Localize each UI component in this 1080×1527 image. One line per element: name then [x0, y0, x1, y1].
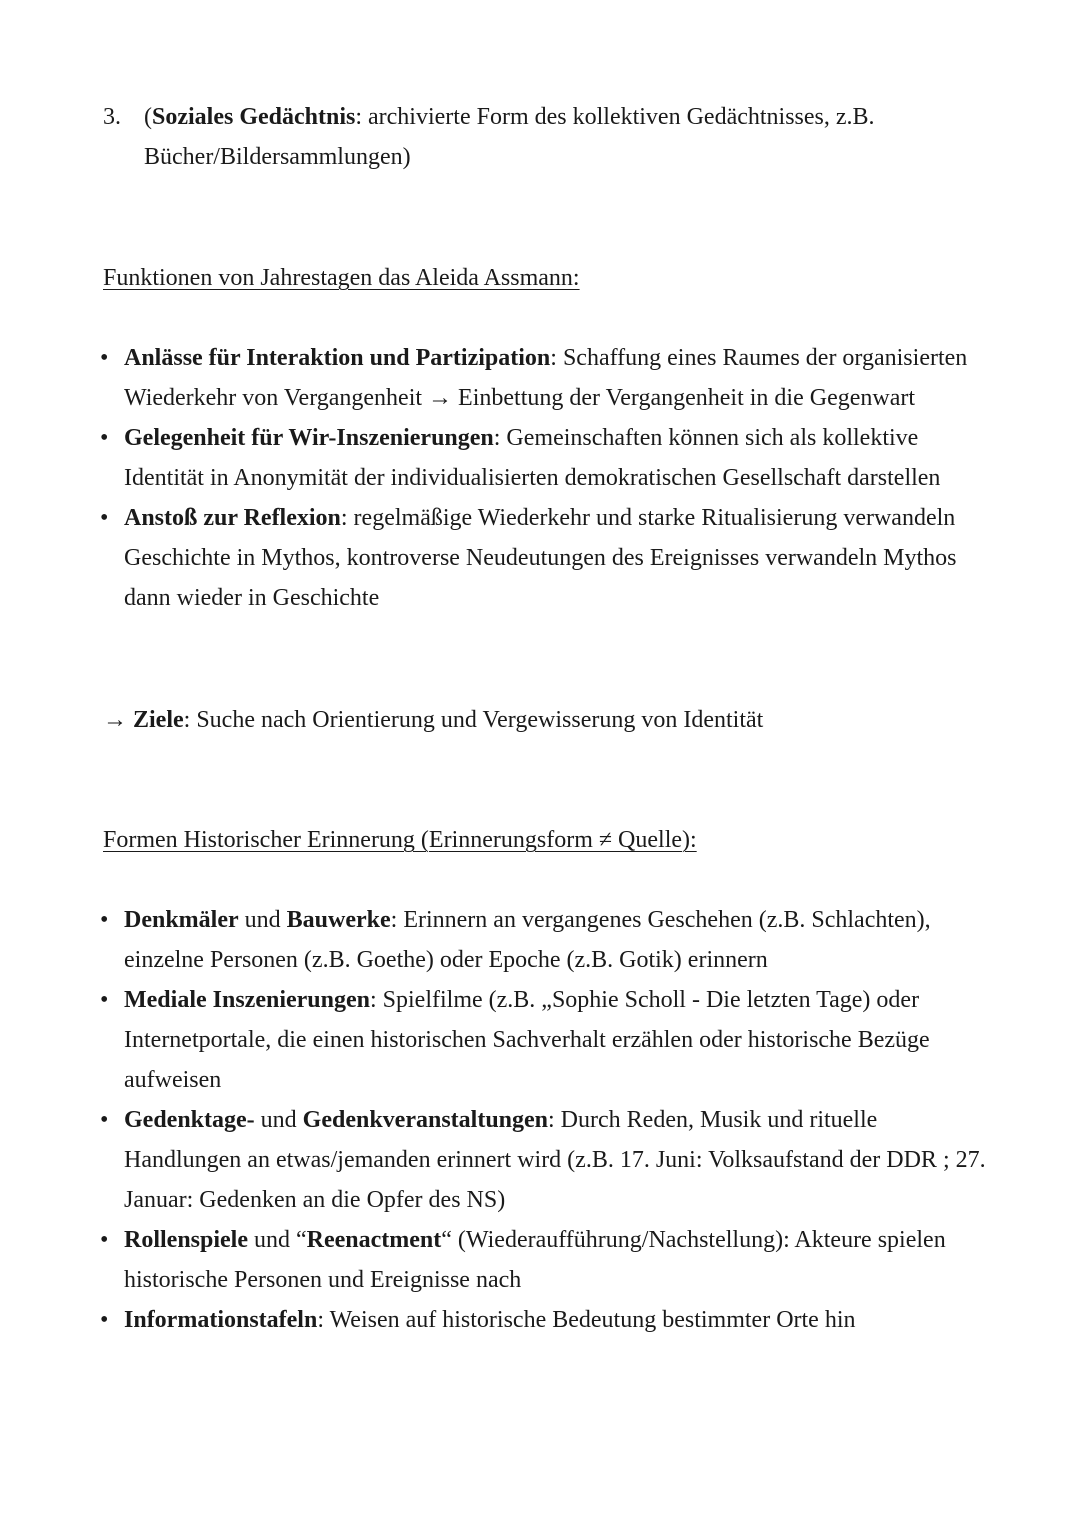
bold-term: Gedenktage- [124, 1107, 255, 1133]
bullet-icon: • [100, 505, 109, 531]
list-item [100, 1100, 1000, 1220]
list-item [100, 1300, 1000, 1340]
text-part: : Durch Reden, Musik und rituelle Handlungen an etwas/jemanden erinnert wird (z.B. 17. Juni: Volksaufstand der DDR ; 27. Januar: Gedenken an die Opfer des NS) [124, 1107, 986, 1213]
text-part: : archivierte Form des kollektiven Gedächtnisses, z.B. Bücher/Bildersammlungen) [144, 104, 875, 170]
bold-term: Rollenspiele [124, 1227, 248, 1253]
bullet-icon: • [100, 1307, 109, 1333]
list-item [100, 418, 1000, 498]
bold-term: Anstoß zur Reflexion [124, 505, 341, 531]
text-part: und [254, 1107, 303, 1133]
bullet-list-forms [100, 900, 1000, 1340]
text-part: “ (Wiederaufführung/Nachstellung): Akteure spielen historische Personen und Ereignisse nach [124, 1227, 946, 1293]
bold-term: Denkmäler [124, 907, 239, 933]
text-part: und [238, 907, 287, 933]
bullet-icon: • [100, 987, 109, 1013]
section-heading-jahrestage: Funktionen von Jahrestagen das Aleida Assmann: [103, 265, 580, 291]
list-item [100, 498, 1000, 618]
list-item [100, 980, 1000, 1100]
bold-term: Informationstafeln [124, 1307, 318, 1333]
text-part: und “ [248, 1227, 307, 1253]
text-part: : Schaffung eines Raumes der organisierten Wiederkehr von Vergangenheit → Einbettung der Vergangenheit in die Gegenwart [124, 345, 968, 411]
section-heading-erinnerung: Formen Historischer Erinnerung (Erinnerungsform ≠ Quelle): [103, 827, 697, 853]
bold-term: Gedenkveranstaltungen [302, 1107, 549, 1133]
text-part: : Gemeinschaften können sich als kollektive Identität in Anonymität der individualisierten demokratischen Gesellschaft darstellen [124, 425, 941, 491]
bullet-icon: • [100, 345, 109, 371]
numbered-item-3 [103, 97, 983, 177]
conclusion-line [103, 700, 763, 740]
text-part: : Erinnern an vergangenes Geschehen (z.B. Schlachten), einzelne Personen (z.B. Goethe) oder Epoche (z.B. Gotik) erinnern [124, 907, 931, 973]
item-number: 3. [103, 104, 121, 130]
bullet-icon: • [100, 1227, 109, 1253]
bullet-icon: • [100, 907, 109, 933]
bullet-icon: • [100, 1107, 109, 1133]
text-part: : Spielfilme (z.B. „Sophie Scholl - Die letzten Tage) oder Internetportale, die einen historischen Sachverhalt erzählen oder historische Bezüge aufweisen [124, 987, 930, 1093]
bold-term: Bauwerke [286, 907, 391, 933]
bold-term: Reenactment [306, 1227, 442, 1253]
list-item [100, 1220, 1000, 1300]
text-part: : Weisen auf historische Bedeutung bestimmter Orte hin [317, 1307, 856, 1333]
bullet-list-functions [100, 338, 1000, 618]
text-part: ( [144, 104, 152, 130]
text-part: : Suche nach Orientierung und Vergewisserung von Identität [183, 707, 764, 733]
bold-term: Soziales Gedächtnis [152, 104, 356, 130]
list-item [100, 900, 1000, 980]
bold-term: Gelegenheit für Wir-Inszenierungen [124, 425, 494, 451]
item-text [144, 97, 983, 177]
bold-term: Anlässe für Interaktion und Partizipation [124, 345, 551, 371]
list-item [100, 338, 1000, 418]
text-part: : regelmäßige Wiederkehr und starke Ritualisierung verwandeln Geschichte in Mythos, kontroverse Neudeutungen des Ereignisses verwandeln Mythos dann wieder in Geschichte [124, 505, 957, 611]
bold-term: Ziele [133, 707, 184, 733]
bold-term: Mediale Inszenierungen [124, 987, 370, 1013]
arrow-icon: → [103, 707, 133, 733]
bullet-icon: • [100, 425, 109, 451]
